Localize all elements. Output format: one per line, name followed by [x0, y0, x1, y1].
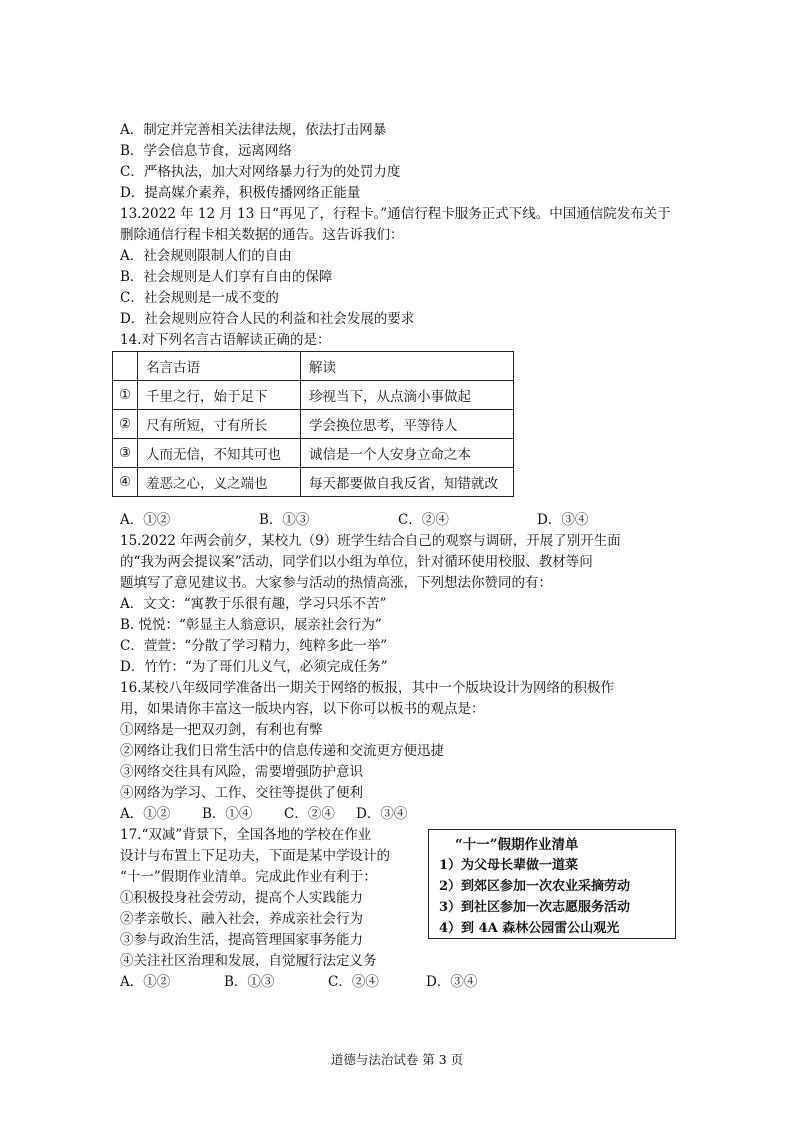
homework-list-title: “十一”假期作业清单	[455, 837, 579, 853]
q16-option-d: D．③④	[356, 806, 408, 822]
q12-option-b: B．学会信息节食，远离网络	[120, 143, 292, 159]
q13-option-c: C．社会规则是一成不变的	[120, 290, 279, 306]
page-footer: 道德与法治试卷 第 3 页	[330, 1052, 464, 1067]
q14-option-c: C．②④	[398, 512, 449, 528]
q17-option-d: D．③④	[426, 974, 478, 990]
table-row	[113, 439, 514, 468]
q13-option-d: D．社会规则应符合人民的利益和社会发展的要求	[120, 311, 415, 327]
homework-list-item: 4）到 4A 森林公园雷公山观光	[439, 921, 620, 936]
q17-option-c: C．②④	[328, 974, 379, 990]
q16-item-4: ④网络为学习、工作、交往等提供了便利	[120, 785, 363, 801]
table-row	[113, 381, 514, 410]
q13-option-b: B．社会规则是人们享有自由的保障	[120, 269, 333, 285]
q17-item-3: ③参与政治生活，提高管理国家事务能力	[120, 932, 363, 948]
q16-item-3: ③网络交往具有风险，需要增强防护意识	[120, 764, 363, 780]
table-cell: 羞恶之心，义之端也	[138, 468, 301, 497]
q15-option-d: D．竹竹：“为了哥们儿义气，必须完成任务”	[120, 659, 388, 675]
q17-stem-line2: 设计与布置上下足功夫，下面是某中学设计的	[120, 848, 390, 864]
q16-option-c: C．②④	[284, 806, 335, 822]
table-cell: 学会换位思考，平等待人	[301, 410, 514, 439]
q17-stem-line1: 17.“双减”背景下，全国各地的学校在作业	[120, 827, 372, 843]
table-cell: ②	[113, 410, 138, 439]
q17-item-2: ②孝亲敬长、融入社会，养成亲社会行为	[120, 911, 363, 927]
q12-option-c: C．严格执法，加大对网络暴力行为的处罚力度	[120, 164, 401, 180]
q14-option-a: A．①②	[120, 512, 171, 528]
homework-list-box	[428, 829, 676, 939]
q16-stem-line2: 用，如果请你丰富这一版块内容，以下你可以板书的观点是：	[120, 701, 485, 717]
table-cell: ④	[113, 468, 138, 497]
q14-stem: 14.对下列名言古语解读正确的是：	[120, 332, 331, 348]
q17-stem-line3: “十一”假期作业清单。完成此作业有利于：	[120, 869, 377, 885]
q17-option-a: A．①②	[120, 974, 171, 990]
table-cell: 人而无信，不知其可也	[138, 439, 301, 468]
table-cell: 诚信是一个人安身立命之本	[301, 439, 514, 468]
q12-option-d: D．提高媒介素养，积极传播网络正能量	[120, 185, 361, 201]
q16-option-b: B．①④	[202, 806, 253, 822]
table-header-cell: 名言古语	[138, 352, 301, 381]
table-row	[113, 410, 514, 439]
q16-stem-line1: 16.某校八年级同学准备出一期关于网络的板报，其中一个版块设计为网络的积极作	[120, 680, 614, 696]
q15-stem-line3: 题填写了意见建议书。大家参与活动的热情高涨，下列想法你赞同的有：	[120, 575, 552, 591]
q16-option-a: A．①②	[120, 806, 171, 822]
table-cell: 千里之行，始于足下	[138, 381, 301, 410]
table-cell: 珍视当下，从点滴小事做起	[301, 381, 514, 410]
homework-list-item: 3）到社区参加一次志愿服务活动	[439, 900, 631, 915]
q12-option-a: A．制定并完善相关法律法规，依法打击网暴	[120, 122, 387, 138]
table-cell: 尺有所短，寸有所长	[138, 410, 301, 439]
q14-table	[112, 351, 514, 497]
q17-item-4: ④关注社区治理和发展，自觉履行法定义务	[120, 953, 377, 969]
homework-list-item: 1）为父母长辈做一道菜	[439, 858, 579, 873]
table-header-cell: 解读	[301, 352, 514, 381]
table-cell: ①	[113, 381, 138, 410]
q16-item-1: ①网络是一把双刃剑，有利也有弊	[120, 722, 323, 738]
q16-item-2: ②网络让我们日常生活中的信息传递和交流更方便迅捷	[120, 743, 444, 759]
q14-option-d: D．③④	[537, 512, 589, 528]
q15-option-b: B. 悦悦：“彰显主人翁意识，展亲社会行为”	[120, 617, 382, 633]
q15-option-c: C．萱萱：“分散了学习精力，纯粹多此一举”	[120, 638, 388, 654]
q14-options	[120, 510, 588, 531]
q15-stem-line2: 的“我为两会提议案”活动，同学们以小组为单位，针对循环使用校服、教材等问	[120, 554, 593, 570]
table-row	[113, 468, 514, 497]
table-header-row	[113, 352, 514, 381]
table-cell: 每天都要做自我反省，知错就改	[301, 468, 514, 497]
q16-options	[120, 804, 407, 825]
q13-stem-line1: 13.2022 年 12 月 13 日“再见了，行程卡。”通信行程卡服务正式下线。中国通信院发布关于	[120, 206, 671, 222]
q15-stem-line1: 15.2022 年两会前夕，某校九（9）班学生结合自己的观察与调研，开展了别开生面	[120, 533, 621, 549]
q17-options	[120, 972, 477, 993]
homework-list-item: 2）到郊区参加一次农业采摘劳动	[439, 879, 631, 894]
q17-item-1: ①积极投身社会劳动，提高个人实践能力	[120, 890, 363, 906]
q15-option-a: A．文文：“寓教于乐很有趣，学习只乐不苦”	[120, 596, 387, 612]
table-cell: ③	[113, 439, 138, 468]
q13-option-a: A．社会规则限制人们的自由	[120, 248, 292, 264]
q17-option-b: B．①③	[224, 974, 275, 990]
q14-option-b: B．①③	[259, 512, 310, 528]
table-header-cell	[113, 352, 138, 381]
q13-stem-line2: 删除通信行程卡相关数据的通告。这告诉我们：	[120, 227, 404, 243]
